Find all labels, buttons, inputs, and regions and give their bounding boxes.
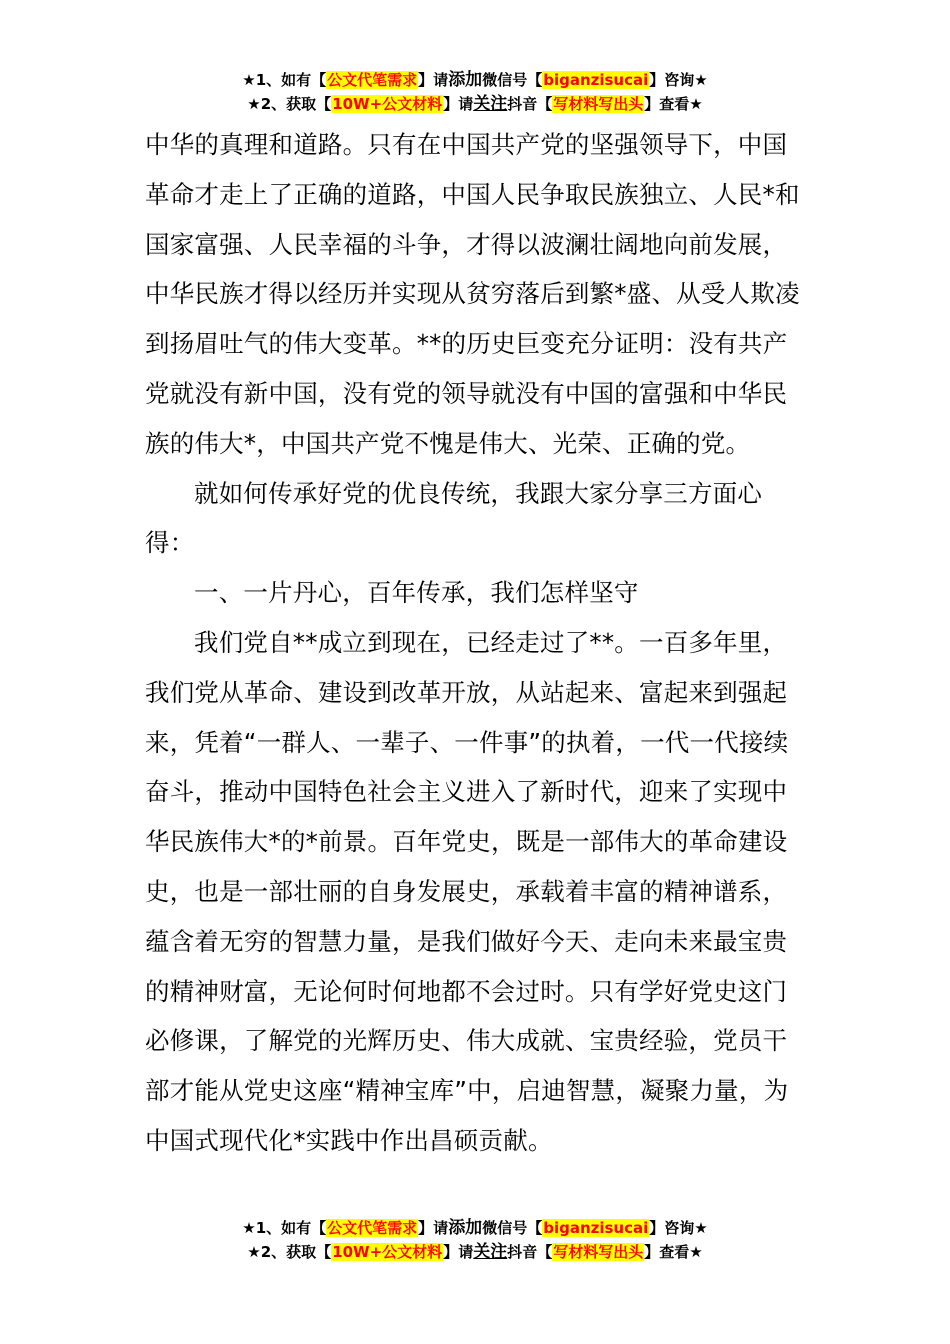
banner-emphasis: 关注 <box>473 94 508 114</box>
banner-text: ★2、获取【 <box>247 1243 332 1261</box>
banner-emphasis: 添加 <box>448 1218 483 1238</box>
paragraph-continuation: 中华的真理和道路。只有在中国共产党的坚强领导下，中国革命才走上了正确的道路，中国人民争取民族独立、人民*和国家富强、人民幸福的斗争，才得以波澜壮阔地向前发展，中华民族才得以经历并实现从贫穷落后到繁*盛、从受人欺凌到扬眉吐气的伟大变革。**的历史巨变充分证明：没有共产党就没有新中国，没有党的领导就没有中国的富强和中华民族的伟大*，中国共产党不愧是伟大、光荣、正确的党。 <box>145 130 800 458</box>
banner-text: 】查看★ <box>644 95 703 113</box>
document-body <box>145 120 807 1166</box>
banner-text: ★1、如有【 <box>242 71 327 89</box>
banner-text: ★2、获取【 <box>247 95 332 113</box>
banner-text: 抖音【 <box>507 1243 553 1261</box>
banner-text: 】请 <box>443 95 474 113</box>
highlight-materials: 10W+公文材料 <box>332 1243 443 1261</box>
banner-text: 微信号【 <box>482 71 543 89</box>
highlight-wechat-id: biganzisucai <box>543 1219 649 1237</box>
footer-banner <box>0 1216 950 1264</box>
highlight-service: 公文代笔需求 <box>327 1219 418 1237</box>
banner-text: 】咨询★ <box>649 1219 708 1237</box>
banner-line-1 <box>0 1216 950 1240</box>
banner-text: 】查看★ <box>644 1243 703 1261</box>
highlight-douyin-account: 写材料写出头 <box>553 1243 644 1261</box>
highlight-douyin-account: 写材料写出头 <box>553 95 644 113</box>
banner-emphasis: 添加 <box>448 70 483 90</box>
paragraph-intro: 就如何传承好党的优良传统，我跟大家分享三方面心得： <box>145 478 763 558</box>
banner-text: ★1、如有【 <box>242 1219 327 1237</box>
banner-line-1 <box>0 68 950 92</box>
banner-emphasis: 关注 <box>473 1242 508 1262</box>
highlight-materials: 10W+公文材料 <box>332 95 443 113</box>
highlight-service: 公文代笔需求 <box>327 71 418 89</box>
banner-text: 微信号【 <box>482 1219 543 1237</box>
section-heading-1: 一、一片丹心，百年传承，我们怎样坚守 <box>194 578 639 608</box>
paragraph-body: 我们党自**成立到现在，已经走过了**。一百多年里，我们党从革命、建设到改革开放，从站起来、富起来到强起来，凭着“一群人、一辈子、一件事”的执着，一代一代接续奋斗，推动中国特色社会主义进入了新时代，迎来了实现中华民族伟大*的*前景。百年党史，既是一部伟大的革命建设史，也是一部壮丽的自身发展史，承载着丰富的精神谱系，蕴含着无穷的智慧力量，是我们做好今天、走向未来最宝贵的精神财富，无论何时何地都不会过时。只有学好党史这门必修课，了解党的光辉历史、伟大成就、宝贵经验，党员干部才能从党史这座“精神宝库”中，启迪智慧，凝聚力量，为中国式现代化*实践中作出昌硕贡献。 <box>145 627 789 1155</box>
banner-text: 】请 <box>418 1219 449 1237</box>
banner-text: 】请 <box>418 71 449 89</box>
highlight-wechat-id: biganzisucai <box>543 71 649 89</box>
banner-line-2 <box>0 1240 950 1264</box>
header-banner <box>0 68 950 116</box>
banner-text: 】咨询★ <box>649 71 708 89</box>
banner-line-2 <box>0 92 950 116</box>
banner-text: 】请 <box>443 1243 474 1261</box>
banner-text: 抖音【 <box>507 95 553 113</box>
